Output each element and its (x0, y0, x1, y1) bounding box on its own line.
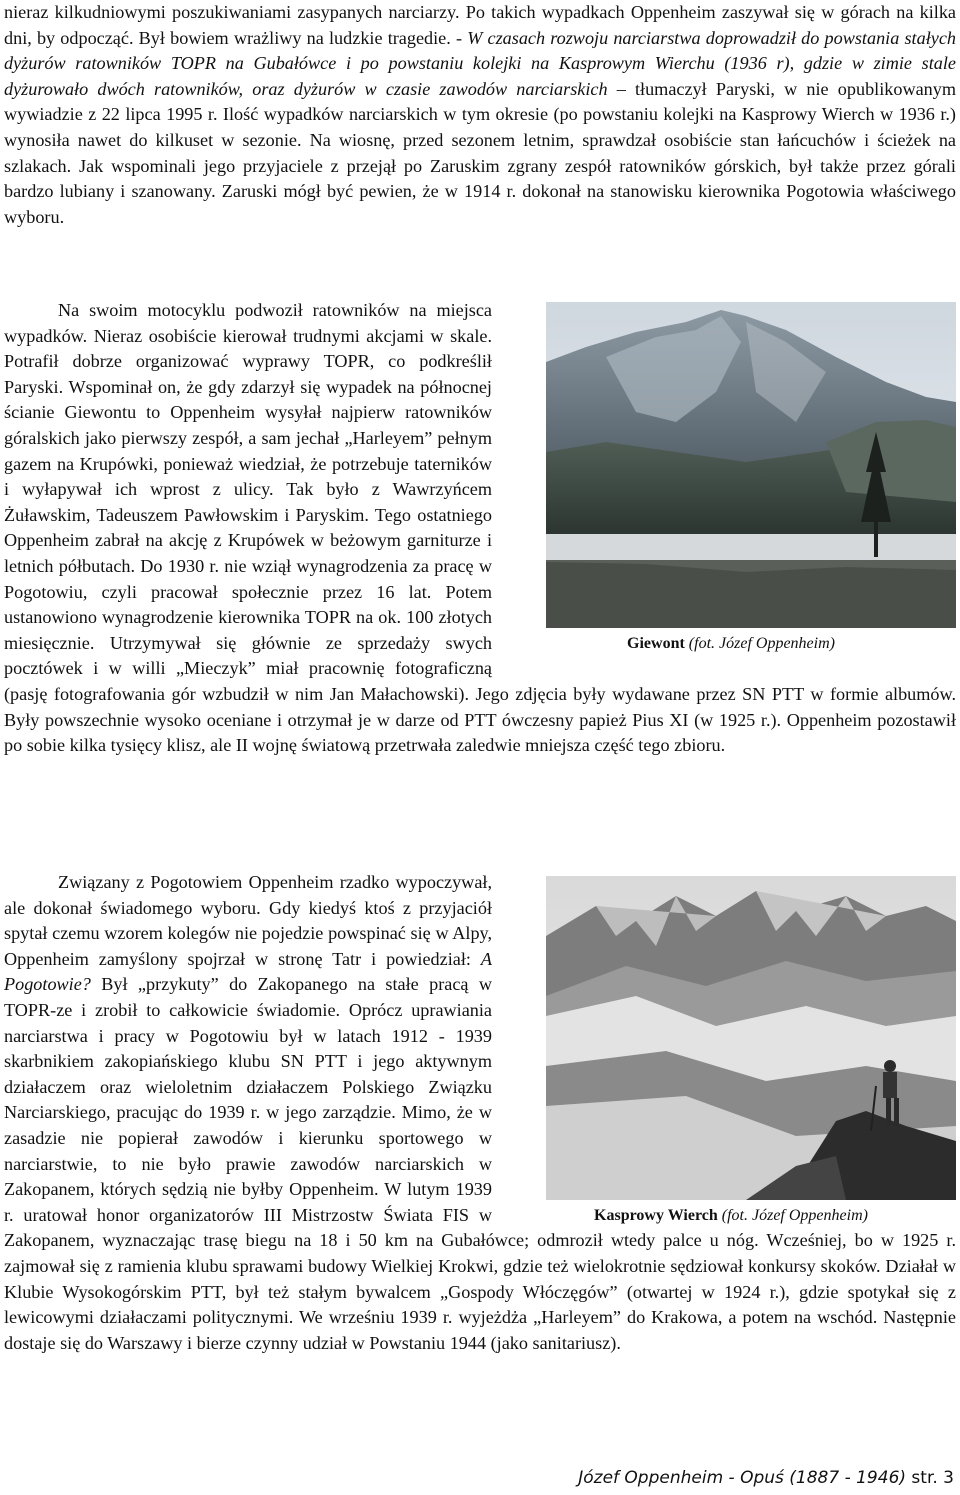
figure-giewont (506, 298, 956, 676)
paragraph-1-text-c: – tłumaczył Paryski, w nie opublikowanym wywiadzie z 22 lipca 1995 r. Ilość wypadków narciarskich w tym okresie (po powstaniu kolejki na Kasprowy Wierch w 1936 r.) wynosiła nawet do kilkuset w sezonie. Na wiosnę, przed sezonem letnim, sprawdzał osobiście stan łańcuchów i ścieżek na szlakach. Jak wspominali jego przyjaciele z przejął po Zaruskim zgrany zespół ratowników górskich, był także przez górali bardzo lubiany i szanowany. Zaruski mógł być pewien, że w 1914 r. dokonał na stanowisku kierownika Pogotowia właściwego wyboru. (4, 78, 956, 227)
paragraph-3-text-a: Związany z Pogotowiem Oppenheim rzadko wypoczywał, ale dokonał świadomego wyboru. Gdy kiedyś ktoś z przyjaciół spytał czemu wzorem kolegów nie pojedzie powspinać się w Alpy, Oppenheim zamyślony spojrzał w stronę Tatr i powiedział: (4, 872, 492, 969)
caption-name: Giewont (627, 635, 685, 652)
paragraph-3 (4, 870, 956, 1356)
footer-title: Józef Oppenheim - Opuś (1887 - 1946) (578, 1468, 907, 1488)
giewont-caption (506, 634, 956, 654)
kasprowy-photo (546, 876, 956, 1200)
paragraph-1-quote: W czasach rozwoju narciarstwa doprowadził do powstania stałych dyżurów ratowników TOPR na Gubałówce i po powstaniu kolejki na Kasprowym Wierchu (1936 r), gdzie w zimie stale dyżurowało dwóch ratowników, oraz dyżurów w czasie zawodów narciarskich (4, 27, 956, 99)
giewont-mountain-image (546, 302, 956, 628)
caption-credit: (fot. Józef Oppenheim) (688, 635, 835, 652)
kasprowy-wierch-image (546, 876, 956, 1200)
page-footer (578, 1468, 954, 1488)
caption-credit: (fot. Józef Oppenheim) (721, 1207, 868, 1224)
paragraph-3-text-b: Był „przykuty” do Zakopanego na stałe pracą w TOPR-ze i zrobił to całkowicie świadomie. Oprócz uprawiania narciarstwa i pracy w Pogotowiu był w latach 1912 - 1939 skarbnikiem zakopiańskiego klubu SN PTT i jego aktywnym działaczem oraz wieloletnim działaczem Polskiego Związku Narciarskiego, pracując do 1939 r. w jego zarządzie. Mimo, że w zasadzie nie popierał zawodów i kierunku sportowego w narciarstwie, to nie było prawie zawodów narciarskich w Zakopanem, których sędzią nie byłby Oppenheim. W lutym 1939 r. uratował honor organizatorów III Mistrzostw Świata FIS w Zakopanem, wyznaczając trasę biegu na 18 i 50 km na Gubałówce; odmroził wtedy palce u nóg. Wcześniej, bo w 1925 r. zajmował się z ramienia klubu sprawami budowy Wielkiej Krokwi, gdzie też wielokrotnie sędziował konkursy skoków. Działał w Klubie Wysokogórskim PTT, był też stałym bywalcem „Gospody Włóczęgów” (otwartej w 1924 r.), gdzie spotykał się z lewicowymi działaczami politycznymi. We wrześniu 1939 r. wyjeżdża „Harleyem” do Krakowa, a potem na wschód. Następnie dostaje się do Warszawy i bierze czynny udział w Powstaniu 1944 (jako sanitariusz). (4, 974, 956, 1353)
paragraph-1 (4, 0, 956, 230)
footer-page-number: str. 3 (906, 1468, 954, 1488)
giewont-photo (546, 302, 956, 628)
figure-kasprowy (506, 870, 956, 1228)
paragraph-3-quote: A Pogotowie? (4, 948, 492, 995)
kasprowy-caption (506, 1206, 956, 1226)
paragraph-2-text: Na swoim motocyklu podwoził ratowników na miejsca wypadków. Nieraz osobiście kierował trudnymi akcjami w skale. Potrafił dobrze organizować wyprawy TOPR, co podkreślił Paryski. Wspominał on, że gdy zdarzył się wypadek na północnej ścianie Giewontu to Oppenheim wysyłał najpierw ratowników góralskich jako pierwszy zespół, a sam jechał „Harleyem” pełnym gazem na Krupówki, ponieważ wiedział, że potrzebuje taterników i wyłapywał ich wprost z ulicy. Tak było z Wawrzyńcem Żuławskim, Tadeuszem Pawłowskim i Paryskim. Tego ostatniego Oppenheim zabrał na akcję z Krupówek w beżowym garniturze i letnich półbutach. Do 1930 r. nie wziął wynagrodzenia za pracę w Pogotowiu, czyli pracował społecznie przez 16 lat. Potem ustanowiono wynagrodzenie kierownika TOPR na ok. 100 złotych miesięcznie. Utrzymywał się głównie ze sprzedaży swych pocztówek i w willi „Mieczyk” miał pracownię fotograficzną (pasję fotografowania gór wzbudził w nim Jan Małachowski). Jego zdjęcia były wydawane przez SN PTT w formie albumów. Były powszechnie wysoko oceniane i otrzymał je w darze od PTT ówczesny papież Pius XI (w 1925 r.). Oppenheim pozostawił po sobie kilka tysięcy klisz, ale II wojnę światową przetrwała zaledwie mniejsza część tego zbioru. (4, 300, 956, 756)
caption-name: Kasprowy Wierch (594, 1207, 718, 1224)
paragraph-2 (4, 298, 956, 759)
paragraph-1-text-a: nieraz kilkudniowymi poszukiwaniami zasypanych narciarzy. Po takich wypadkach Oppenheim zaszywał się w górach na kilka dni, by odpocząć. Był bowiem wrażliwy na ludzkie tragedie. - (4, 2, 956, 48)
